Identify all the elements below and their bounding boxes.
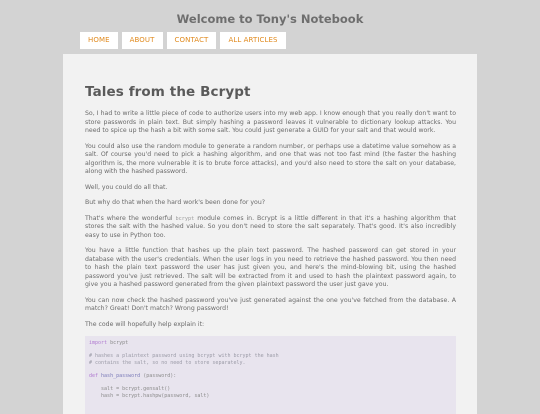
article-paragraph: So, I had to write a little piece of code to authorize users into my web app. I know enough that you really don't want to store passwords in plain text. But simply hashing a password leaves it vulnerable to dictionary lookup attacks. You need to spice up the hash a bit with some salt. You could just generate a GUID for your salt and that would work. <box>85 110 456 134</box>
code-line: salt = bcrypt.gensalt() <box>89 386 171 393</box>
code-line: hash = bcrypt.hashpw(password, salt) <box>89 392 210 399</box>
code-block <box>85 336 456 414</box>
nav-all-articles-link[interactable]: ALL ARTICLES <box>220 32 285 49</box>
article-paragraph: But why do that when the hard work's been done for you? <box>85 199 266 206</box>
article-paragraph: Well, you could do all that. <box>85 183 168 191</box>
paragraph-text: That's where the wonderful <box>85 214 176 222</box>
code-line <box>89 373 452 380</box>
code-keyword: def <box>89 372 99 379</box>
code-comment: # hashes a plaintext password using bcrypt with bcrypt the hash <box>89 353 279 360</box>
code-blank-line <box>89 347 452 354</box>
code-blank-line <box>89 380 452 387</box>
code-text: bcrypt <box>107 340 129 346</box>
article-paragraph: You could also use the random module to generate a random number, or perhaps use a datetime value somehow as a salt. Of course you'd need to pick a hashing algorithm, and one that was not too fast mind (the faster the hashing algorithm is, the more vulnerable it is to brute force attacks), and you'd also need to store the salt on your database, along with the hashed password. <box>85 142 456 175</box>
code-keyword: import <box>89 340 108 346</box>
nav-contact-link[interactable]: CONTACT <box>167 32 217 49</box>
code-text: (password): <box>140 372 177 379</box>
main-nav <box>80 32 286 49</box>
article-paragraph <box>85 215 456 241</box>
code-blank-line <box>89 366 452 373</box>
article-paragraph: The code will hopefully help explain it: <box>85 320 205 328</box>
site-title: Welcome to Tony's Notebook <box>176 12 364 26</box>
code-line <box>89 340 452 347</box>
article <box>85 84 456 414</box>
code-function-name: hash_password <box>98 372 141 379</box>
article-paragraph: You can now check the hashed password you've just generated against the one you've fetched from the database. A match? Great! Don't match? Wrong password! <box>85 296 456 312</box>
article-title: Tales from the Bcrypt <box>85 84 251 100</box>
site-header <box>0 0 540 54</box>
paragraph-text: module comes in. Bcrypt is a little different in that it's a hashing algorithm that stores the salt with the hashed value. So you don't need to store the salt separately. That's good. It's also incredibly easy to use in Python too. <box>85 214 457 239</box>
content-panel <box>63 54 477 414</box>
code-comment: # contains the salt, so no need to store separately. <box>89 359 246 366</box>
article-paragraph: You have a little function that hashes up the plain text password. The hashed password can get stored in your database with the user's credentials. When the user logs in you need to retrieve the hashed password. You then need to hash the plain text password the user has just given you, and here's the mind-blowing bit, using the hashed password you've just retrieved. The salt will be extracted from it and used to hash the plaintext password again, to give you a hashed password generated from the given plaintext password the user just gave you. <box>85 247 456 288</box>
nav-about-link[interactable]: ABOUT <box>122 32 163 49</box>
nav-home-link[interactable]: HOME <box>80 32 118 49</box>
inline-code: bcrypt <box>175 215 195 222</box>
